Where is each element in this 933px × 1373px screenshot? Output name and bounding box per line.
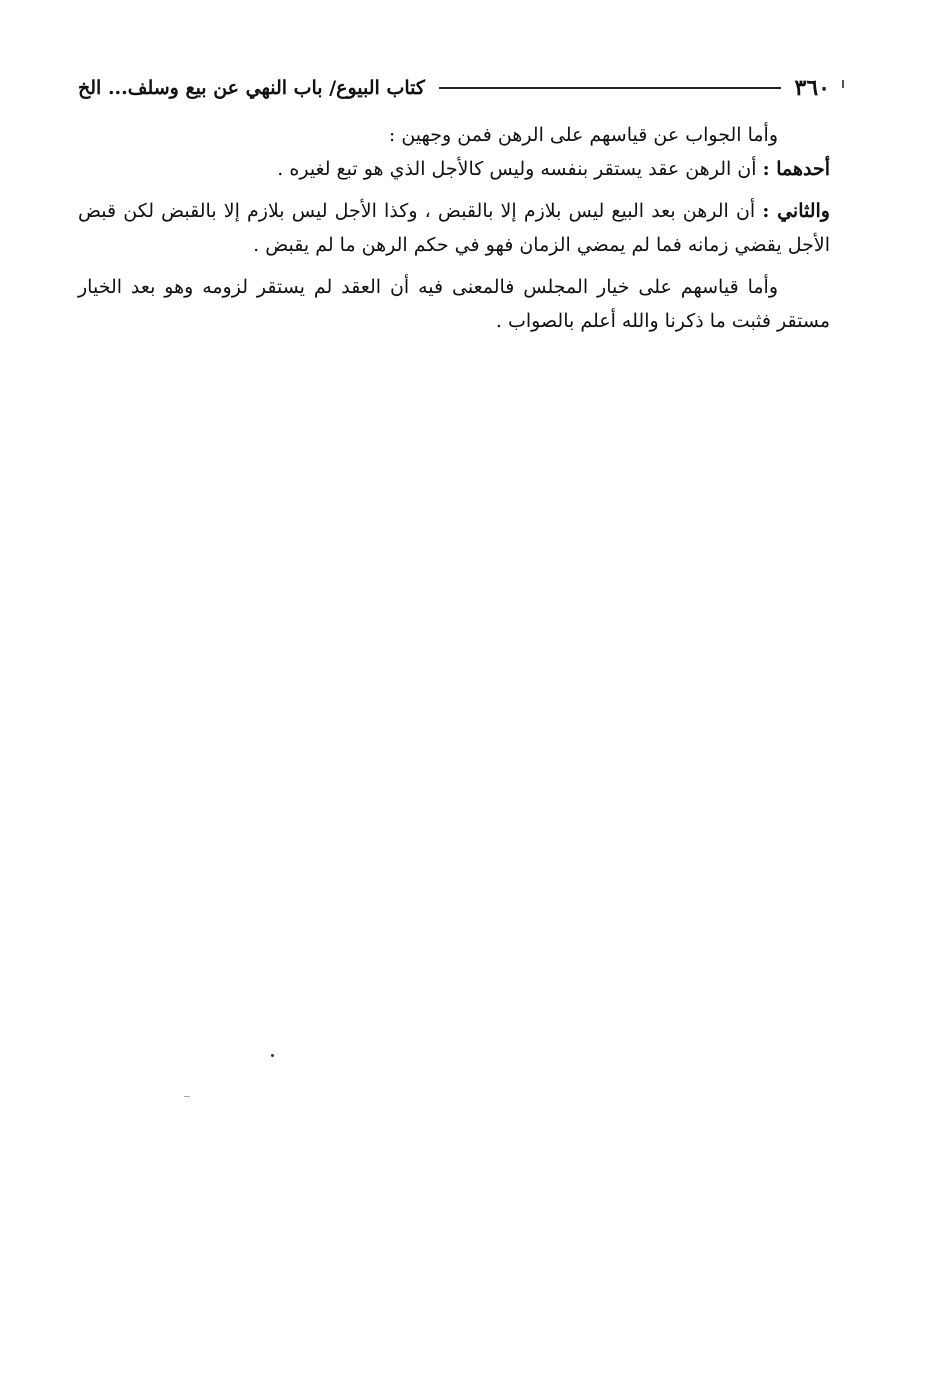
paragraph-second-reason [78, 194, 830, 262]
first-reason-label: أحدهما : [762, 158, 830, 180]
margin-mark [842, 80, 844, 88]
page-number: ٣٦٠ [794, 75, 830, 101]
scan-speck [184, 1096, 190, 1097]
first-reason-text: أن الرهن عقد يستقر بنفسه وليس كالأجل الذي هو تبع لغيره . [277, 158, 757, 180]
second-reason-text: أن الرهن بعد البيع ليس بلازم إلا بالقبض ، وكذا الأجل ليس بلازم إلا بالقبض لكن قبض الأجل يقضي زمانه فما لم يمضي الزمان فهو في حكم الرهن ما لم يقبض . [78, 200, 830, 256]
paragraph-text: وأما الجواب عن قياسهم على الرهن فمن وجهين : [388, 124, 778, 146]
header-rule [439, 87, 781, 89]
running-header [78, 70, 830, 106]
body-text [78, 118, 830, 338]
scan-speck [271, 1054, 274, 1057]
paragraph-first-reason [78, 152, 830, 186]
paragraph-answer-intro [78, 118, 830, 152]
paragraph-majlis [78, 270, 830, 338]
second-reason-label: والثاني : [762, 200, 830, 222]
paragraph-text: وأما قياسهم على خيار المجلس فالمعنى فيه أن العقد لم يستقر لزومه وهو بعد الخيار مستقر فثبت ما ذكرنا والله أعلم بالصواب . [78, 276, 830, 332]
running-title: كتاب البيوع/ باب النهي عن بيع وسلف... الخ [78, 77, 425, 99]
